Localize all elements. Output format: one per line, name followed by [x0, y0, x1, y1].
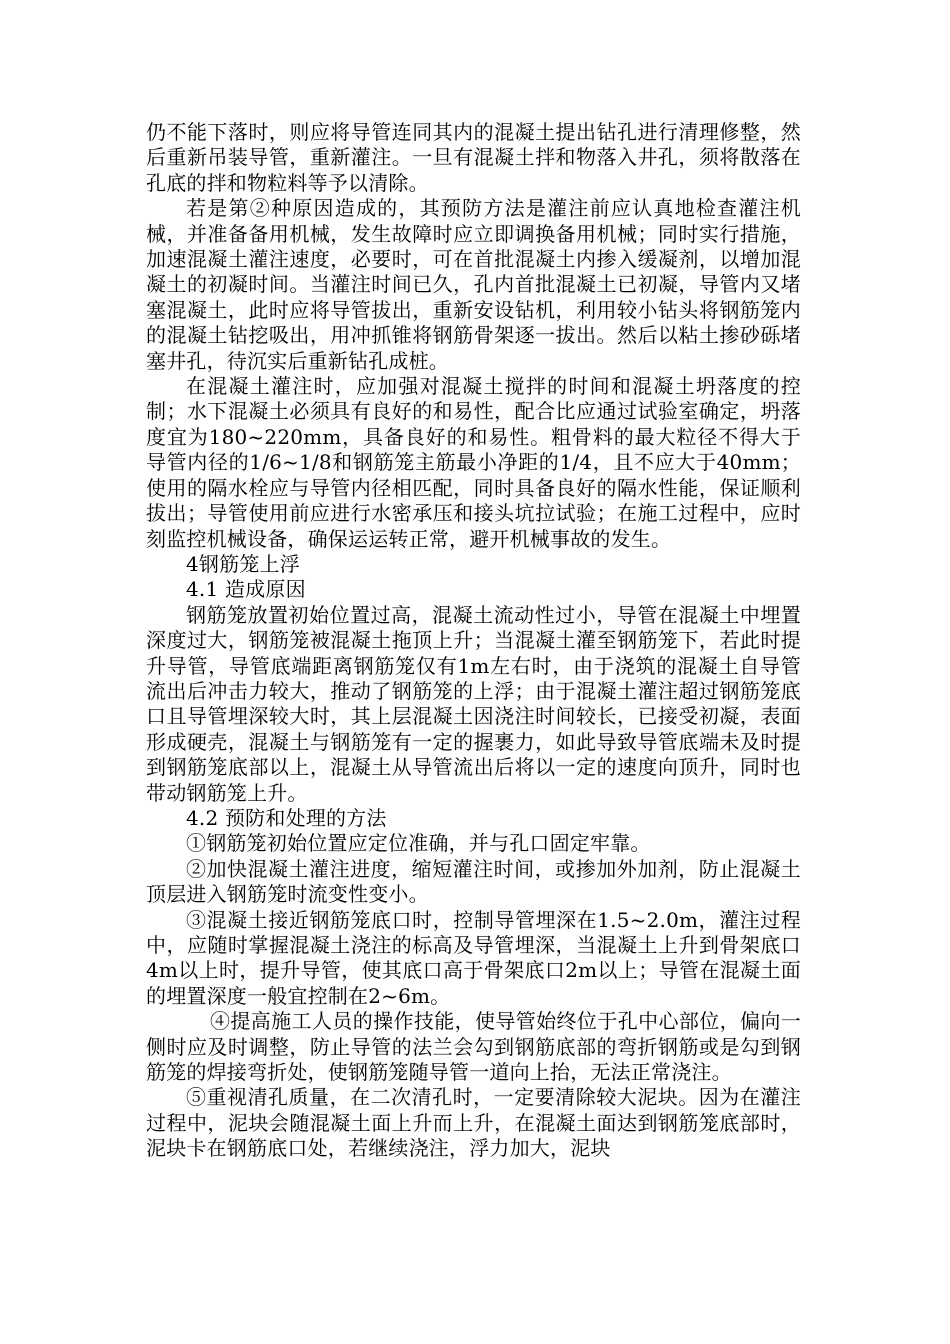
paragraph-causes: 钢筋笼放置初始位置过高，混凝土流动性过小，导管在混凝土中埋置深度过大，钢筋笼被混凝土拖顶上升；当混凝土灌至钢筋笼下，若此时提升导管，导管底端距离钢筋笼仅有1m左右时，由于浇筑的混凝土自导管流出后冲击力较大，推动了钢筋笼的上浮；由于混凝土灌注超过钢筋笼底口且导管埋深较大时，其上层混凝土因浇注时间较长，已接受初凝，表面形成硬壳，混凝土与钢筋笼有一定的握裹力，如此导致导管底端未及时提到钢筋笼底部以上，混凝土从导管流出后将以一定的速度向顶升，同时也带动钢筋笼上升。	[146, 602, 801, 805]
paragraph-prevention-cause-2: 若是第②种原因造成的，其预防方法是灌注前应认真地检查灌注机械，并准备备用机械，发生故障时应立即调换备用机械；同时实行措施，加速混凝土灌注速度，必要时，可在首批混凝土内掺入缓凝剂，以增加混凝土的初凝时间。当灌注时间已久，孔内首批混凝土已初凝，导管内又堵塞混凝土，此时应将导管拔出，重新安设钻机，利用较小钻头将钢筋笼内的混凝土钻挖吸出，用冲抓锥将钢筋骨架逐一拔出。然后以粘土掺砂砾堵塞井孔，待沉实后重新钻孔成桩。	[146, 196, 801, 373]
paragraph-concrete-control: 在混凝土灌注时，应加强对混凝土搅拌的时间和混凝土坍落度的控制；水下混凝土必须具有良好的和易性，配合比应通过试验室确定，坍落度宜为180~220mm，具备良好的和易性。粗骨料的最大粒径不得大于导管内径的1/6~1/8和钢筋笼主筋最小净距的1/4，且不应大于40mm；使用的隔水栓应与导管内径相匹配，同时具备良好的隔水性能，保证顺利拔出；导管使用前应进行水密承压和接头坑拉试验；在施工过程中，应时刻监控机械设备，确保运运转正常，避开机械事故的发生。	[146, 374, 801, 551]
list-item-3: ③混凝土接近钢筋笼底口时，控制导管埋深在1.5~2.0m，灌注过程中，应随时掌握混凝土浇注的标高及导管埋深，当混凝土上升到骨架底口4m以上时，提升导管，使其底口高于骨架底口2m以上；导管在混凝土面的埋置深度一般宜控制在2~6m。	[146, 907, 801, 1008]
list-item-2: ②加快混凝土灌注进度，缩短灌注时间，或掺加外加剂，防止混凝土顶层进入钢筋笼时流变性变小。	[146, 856, 801, 907]
list-item-4: ④提高施工人员的操作技能，使导管始终位于孔中心部位，偏向一侧时应及时调整，防止导管的法兰会勾到钢筋底部的弯折钢筋或是勾到钢筋笼的焊接弯折处，使钢筋笼随导管一道向上抬，无法正常浇注。	[146, 1009, 801, 1085]
subsection-heading-4-1: 4.1 造成原因	[186, 577, 306, 602]
document-page	[146, 120, 801, 1162]
paragraph-continuation: 仍不能下落时，则应将导管连同其内的混凝土提出钻孔进行清理修整，然后重新吊装导管，重新灌注。一旦有混凝土拌和物落入井孔，须将散落在孔底的拌和物粒料等予以清除。	[146, 120, 801, 195]
list-item-1: ①钢筋笼初始位置应定位准确，并与孔口固定牢靠。	[186, 831, 651, 856]
subsection-heading-4-2: 4.2 预防和处理的方法	[186, 805, 387, 830]
section-heading-4: 4钢筋笼上浮	[186, 551, 300, 576]
list-item-5: ⑤重视清孔质量，在二次清孔时，一定要清除较大泥块。因为在灌注过程中，泥块会随混凝土面上升而上升，在混凝土面达到钢筋笼底部时，泥块卡在钢筋底口处，若继续浇注，浮力加大，泥块	[146, 1085, 801, 1161]
